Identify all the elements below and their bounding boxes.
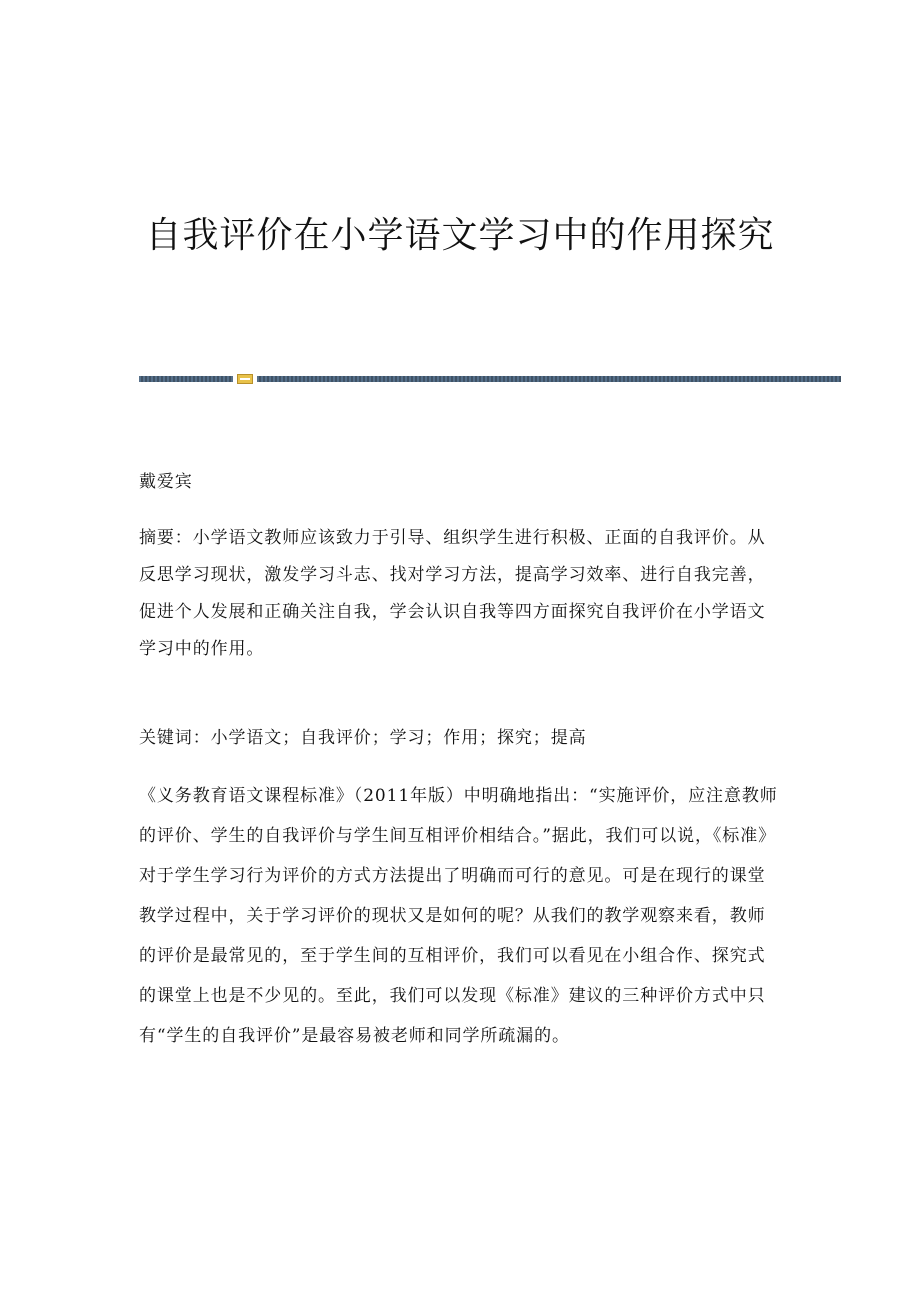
divider-bar-right [257,376,841,382]
divider-emblem-icon [237,374,253,384]
abstract-paragraph: 摘要：小学语文教师应该致力于引导、组织学生进行积极、正面的自我评价。从反思学习现状，激发学习斗志、找对学习方法，提高学习效率、进行自我完善，促进个人发展和正确关注自我，学会认识自我等四方面探究自我评价在小学语文学习中的作用。 [139,528,766,659]
divider-bar-left [139,376,233,382]
author-name: 戴爱宾 [139,472,193,492]
body-paragraph: 《义务教育语文课程标准》（2011年版）中明确地指出：“实施评价，应注意教师的评价、学生的自我评价与学生间互相评价相结合。”据此，我们可以说，《标准》对于学生学习行为评价的方式方法提出了明确而可行的意见。可是在现行的课堂教学过程中，关于学习评价的现状又是如何的呢？从我们的教学观察来看，教师的评价是最常见的，至于学生间的互相评价，我们可以看见在小组合作、探究式的课堂上也是不少见的。至此，我们可以发现《标准》建议的三种评价方式中只有“学生的自我评价”是最容易被老师和同学所疏漏的。 [139,786,778,1046]
title-divider [139,374,841,384]
document-title: 自我评价在小学语文学习中的作用探究 [145,215,775,256]
keywords-line: 关键词：小学语文；自我评价；学习；作用；探究；提高 [139,728,587,748]
